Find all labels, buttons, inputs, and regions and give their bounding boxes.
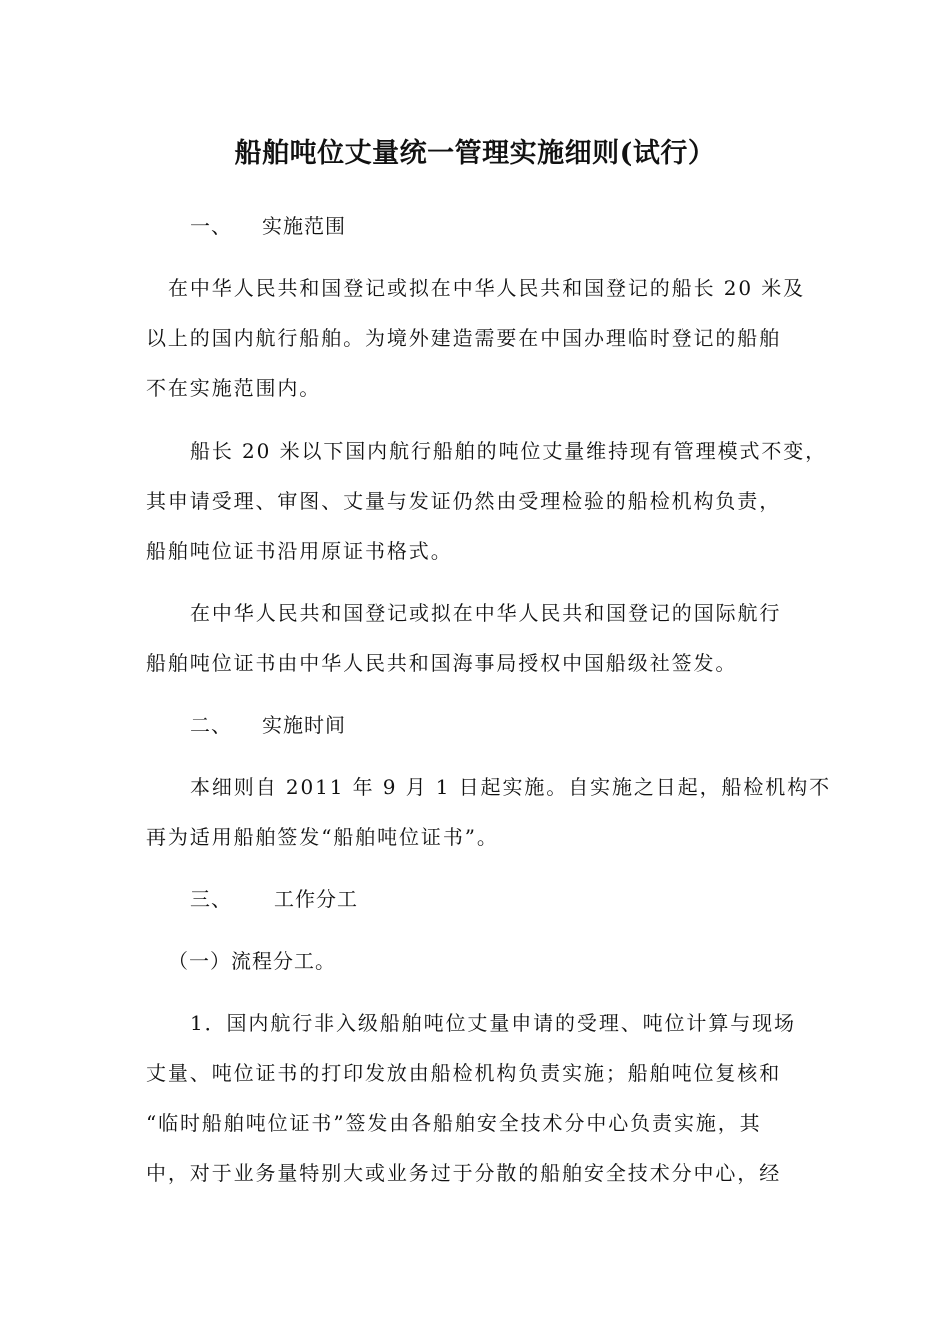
paragraph-line: 在中华人民共和国登记或拟在中华人民共和国登记的船长 20 米及 — [168, 276, 806, 300]
paragraph-line: 船舶吨位证书由中华人民共和国海事局授权中国船级社签发。 — [146, 651, 738, 675]
paragraph-line: 再为适用船舶签发“船舶吨位证书”。 — [146, 825, 499, 849]
paragraph-line: 1．国内航行非入级船舶吨位丈量申请的受理、吨位计算与现场 — [190, 1011, 796, 1035]
paragraph-line: 在中华人民共和国登记或拟在中华人民共和国登记的国际航行 — [190, 601, 782, 625]
section-title: 实施范围 — [262, 214, 346, 238]
section-2-heading — [190, 710, 346, 740]
section-1-heading — [190, 211, 346, 241]
section-number: 三、 — [190, 887, 232, 911]
document-title: 船舶吨位丈量统一管理实施细则(试行） — [234, 138, 716, 169]
section-title: 实施时间 — [262, 713, 346, 737]
paragraph-line: 丈量、吨位证书的打印发放由船检机构负责实施；船舶吨位复核和 — [146, 1061, 782, 1085]
section-number: 二、 — [190, 713, 232, 737]
section-number: 一、 — [190, 214, 232, 238]
subsection-1-heading: （一）流程分工。 — [168, 949, 336, 973]
paragraph-line: 船舶吨位证书沿用原证书格式。 — [146, 539, 453, 563]
paragraph-line: 船长 20 米以下国内航行船舶的吨位丈量维持现有管理模式不变， — [190, 439, 828, 463]
section-3-heading — [190, 884, 358, 914]
paragraph-line: 不在实施范围内。 — [146, 376, 322, 400]
paragraph-line: 以上的国内航行船舶。为境外建造需要在中国办理临时登记的船舶 — [146, 326, 782, 350]
paragraph-line: 中，对于业务量特别大或业务过于分散的船舶安全技术分中心，经 — [146, 1161, 782, 1185]
paragraph-line: “临时船舶吨位证书”签发由各船舶安全技术分中心负责实施，其 — [146, 1111, 762, 1135]
section-title: 工作分工 — [274, 887, 358, 911]
paragraph-line: 其申请受理、审图、丈量与发证仍然由受理检验的船检机构负责， — [146, 489, 782, 513]
paragraph-line: 本细则自 2011 年 9 月 1 日起实施。自实施之日起，船检机构不 — [190, 775, 831, 799]
